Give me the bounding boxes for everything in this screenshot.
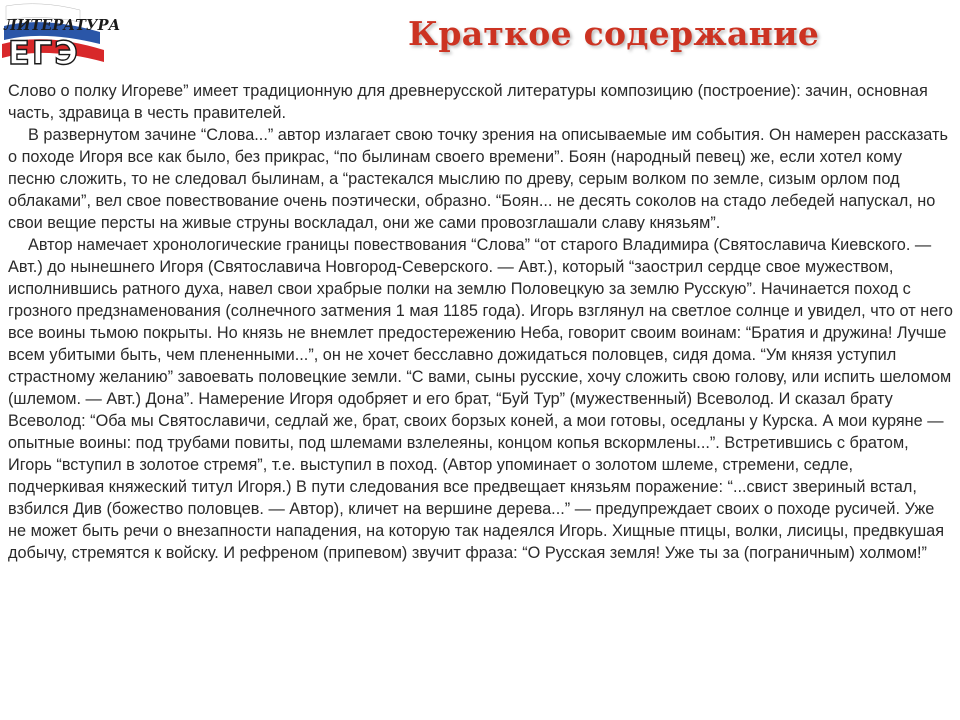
summary-text: [8, 80, 953, 564]
logo-bottom-text: ЕГЭ: [8, 34, 80, 72]
paragraph-zachin: В развернутом зачине “Слова...” автор излагает свою точку зрения на описываемые им события. Он намерен рассказать о походе Игоря все как было, без прикрас, “по былинам своего времени”. Боян (народный певец) же, если хотел кому песню сложить, то не следовал былинам, а “растекался мыслию по древу, серым волком по земле, сизым орлом под облаками”, вел свое повествование очень поэтически, образно. “Боян... не десять соколов на стадо лебедей напускал, но свои вещие персты на живые струны воскладал, они же сами провозглашали славу князьям”.: [8, 126, 948, 232]
paragraph-chronology: Автор намечает хронологические границы повествования “Слова” “от старого Владимира (Святославича Киевского. — Авт.) до нынешнего Игоря (Святославича Новгород-Северского. — Авт.), который “заострил сердце свое мужеством, исполнившись ратного духа, навел свои храбрые полки на землю Половецкую за землю Русскую”. Начинается поход с грозного предзнаменования (солнечного затмения 1 мая 1185 года). Игорь взглянул на светлое солнце и увидел, что от него все воины тьмою покрыты. Но князь не внемлет предостережению Неба, говорит своим воинам: “Братия и дружина! Лучше всем убитыми быть, чем плененными...”, он не хочет бесславно дожидаться половцев, сидя дома. “Ум князя уступил страстному желанию” завоевать половецкие земли. “С вами, сыны русские, хочу сложить свою голову, или испить шеломом (шлемом. — Авт.) Дона”. Намерение Игоря одобряет и его брат, “Буй Тур” (мужественный) Всеволод. И сказал брату Всеволод: “Оба мы Святославичи, седлай же, брат, своих борзых коней, а мои готовы, оседланы у Курска. А мои куряне — опытные воины: под трубами повиты, под шлемами взлелеяны, концом копья вскормлены...”. Встретившись с братом, Игорь “вступил в золотое стремя”, т.е. выступил в поход. (Автор упоминает о золотом шлеме, стремени, седле, подчеркивая княжеский титул Игоря.) В пути следования все предвещает князьям поражение: “...свист звериный встал, взбился Див (божество половцев. — Автор), кличет на вершине дерева...” — предупреждает своих о походе русичей. Уже не может быть речи о внезапности нападения, на которую так надеялся Игорь. Хищные птицы, волки, лисицы, предвкушая добычу, стремятся к войску. И рефреном (припевом) звучит фраза: “О Русская земля! Уже ты за (пограничным) холмом!”: [8, 236, 953, 562]
paragraph-intro: Слово о полку Игореве” имеет традиционную для древнерусской литературы композицию (построение): зачин, основная часть, здравица в честь правителей.: [8, 82, 928, 122]
literatura-ege-logo: [0, 0, 121, 72]
page-title: Краткое содержание: [408, 14, 820, 53]
logo-top-text: ЛИТЕРАТУРА: [4, 17, 121, 34]
